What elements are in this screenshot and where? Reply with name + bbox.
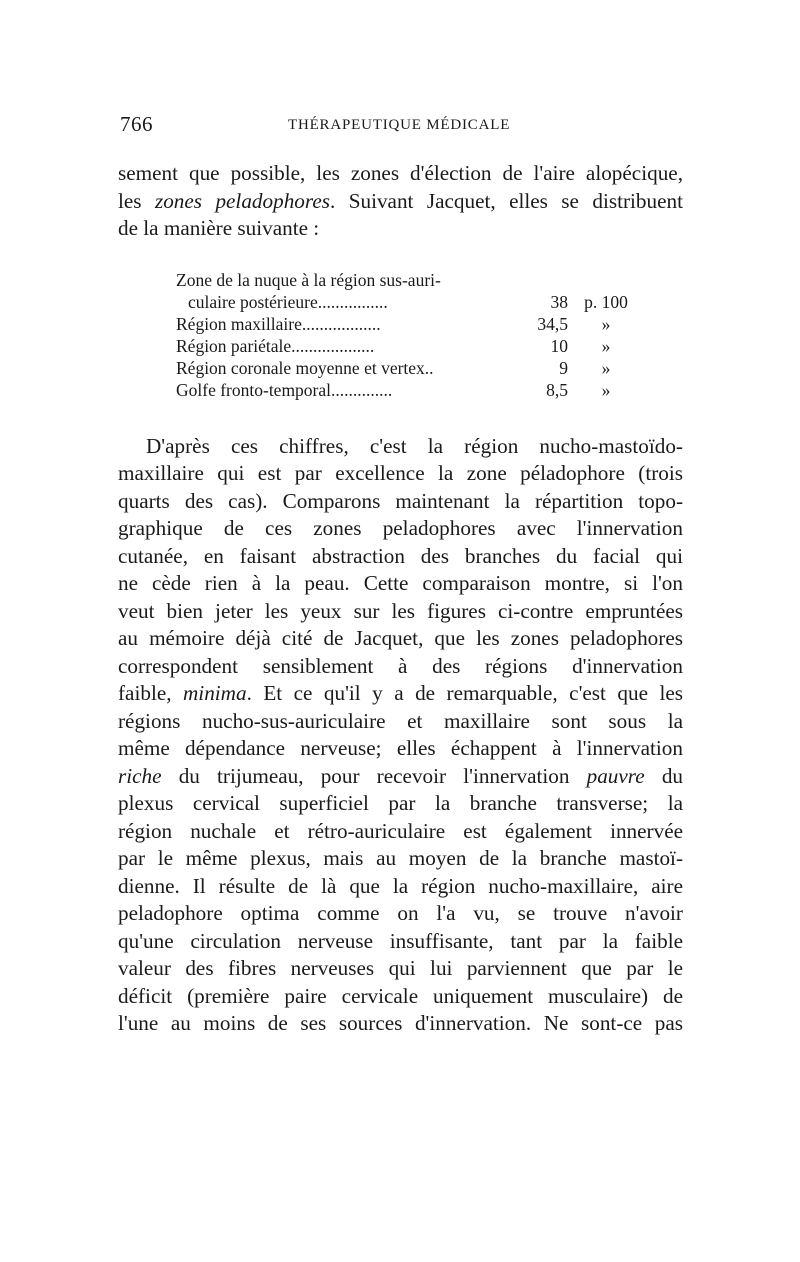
table-row [176, 379, 636, 401]
page-number: 766 [120, 112, 153, 136]
italic-term: zones peladophores [154, 188, 330, 213]
text-line: au mémoire déjà cité de Jacquet, que les zones peladophores [118, 626, 683, 650]
text-line: cutanée, en faisant abstraction des branches du facial qui [118, 543, 683, 568]
text-line: région nuchale et rétro-auriculaire est également innervée [118, 818, 683, 843]
row-value: 34,5 [537, 313, 568, 334]
running-title: THÉRAPEUTIQUE MÉDICALE [288, 117, 511, 133]
text-line: de la manière suivante : [118, 216, 320, 240]
row-unit: » [601, 335, 611, 356]
text-run: . Suivant Jacquet, elles se distribuent [330, 188, 683, 213]
text-line: correspondent sensiblement à des régions d'innervation [118, 653, 683, 678]
text-run: . Et ce qu'il y a de remarquable, c'est que les [246, 681, 684, 705]
text-line: régions nucho-sus-auriculaire et maxillaire sont sous la [118, 708, 683, 733]
text-line: plexus cervical superficiel par la branche transverse; la [118, 791, 683, 815]
text-line: maxillaire qui est par excellence la zone péladophore (trois [118, 461, 683, 485]
text-line: l'une au moins de ses sources d'innervation. Ne sont-ce pas [118, 1011, 683, 1035]
table-row [176, 269, 636, 291]
row-label: culaire postérieure................ [188, 291, 388, 312]
italic-term: riche [118, 763, 162, 788]
table-row [176, 313, 636, 335]
table-row [176, 335, 636, 357]
text-line: sement que possible, les zones d'élection de l'aire alopécique, [118, 161, 683, 185]
italic-term: pauvre [586, 763, 645, 788]
text-line: dienne. Il résulte de là que la région nucho-maxillaire, aire [118, 873, 683, 898]
row-value: 9 [559, 357, 568, 378]
text-line: ne cède rien à la peau. Cette comparaison montre, si l'on [118, 571, 683, 595]
row-value: 8,5 [546, 379, 568, 400]
text-line: déficit (première paire cervicale uniquement musculaire) de [118, 983, 683, 1008]
table-row [176, 291, 636, 313]
row-unit: » [601, 357, 611, 378]
book-page [118, 112, 683, 1038]
text-run: les [118, 188, 155, 213]
row-value: 10 [550, 335, 568, 356]
page-header [118, 112, 683, 142]
paragraph-body [118, 433, 683, 1038]
row-label: Région coronale moyenne et vertex.. [176, 357, 434, 378]
text-line: graphique de ces zones peladophores avec l'innervation [118, 516, 683, 540]
row-unit: » [601, 313, 611, 334]
text-line: veut bien jeter les yeux sur les figures ci-contre empruntées [118, 598, 683, 623]
row-label: Région pariétale................... [176, 335, 375, 356]
text-line [118, 763, 683, 791]
text-run: du trijumeau, pour recevoir l'innervation [161, 763, 587, 788]
row-value: 38 [550, 291, 568, 312]
row-label: Zone de la nuque à la région sus-auri- [176, 269, 441, 290]
text-line: D'après ces chiffres, c'est la région nucho-mastoïdo- [146, 433, 683, 458]
row-label: Golfe fronto-temporal.............. [176, 379, 393, 400]
text-line: par le même plexus, mais au moyen de la branche mastoï- [118, 846, 683, 870]
table-row [176, 357, 636, 379]
text-line [118, 680, 683, 708]
paragraph-intro [118, 160, 683, 243]
text-line [118, 188, 683, 216]
text-run: du [644, 763, 683, 788]
text-run: faible, [118, 681, 183, 705]
text-line: qu'une circulation nerveuse insuffisante, tant par la faible [118, 928, 683, 953]
text-line: quarts des cas). Comparons maintenant la répartition topo- [118, 488, 683, 513]
distribution-table [176, 269, 636, 401]
text-line: valeur des fibres nerveuses qui lui parviennent que par le [118, 956, 683, 980]
row-label: Région maxillaire.................. [176, 313, 381, 334]
row-unit: p. 100 [584, 291, 628, 312]
italic-term: minima [183, 681, 247, 705]
text-line: même dépendance nerveuse; elles échappent à l'innervation [118, 736, 683, 760]
row-unit: » [601, 379, 611, 400]
text-line: peladophore optima comme on l'a vu, se trouve n'avoir [118, 901, 683, 925]
